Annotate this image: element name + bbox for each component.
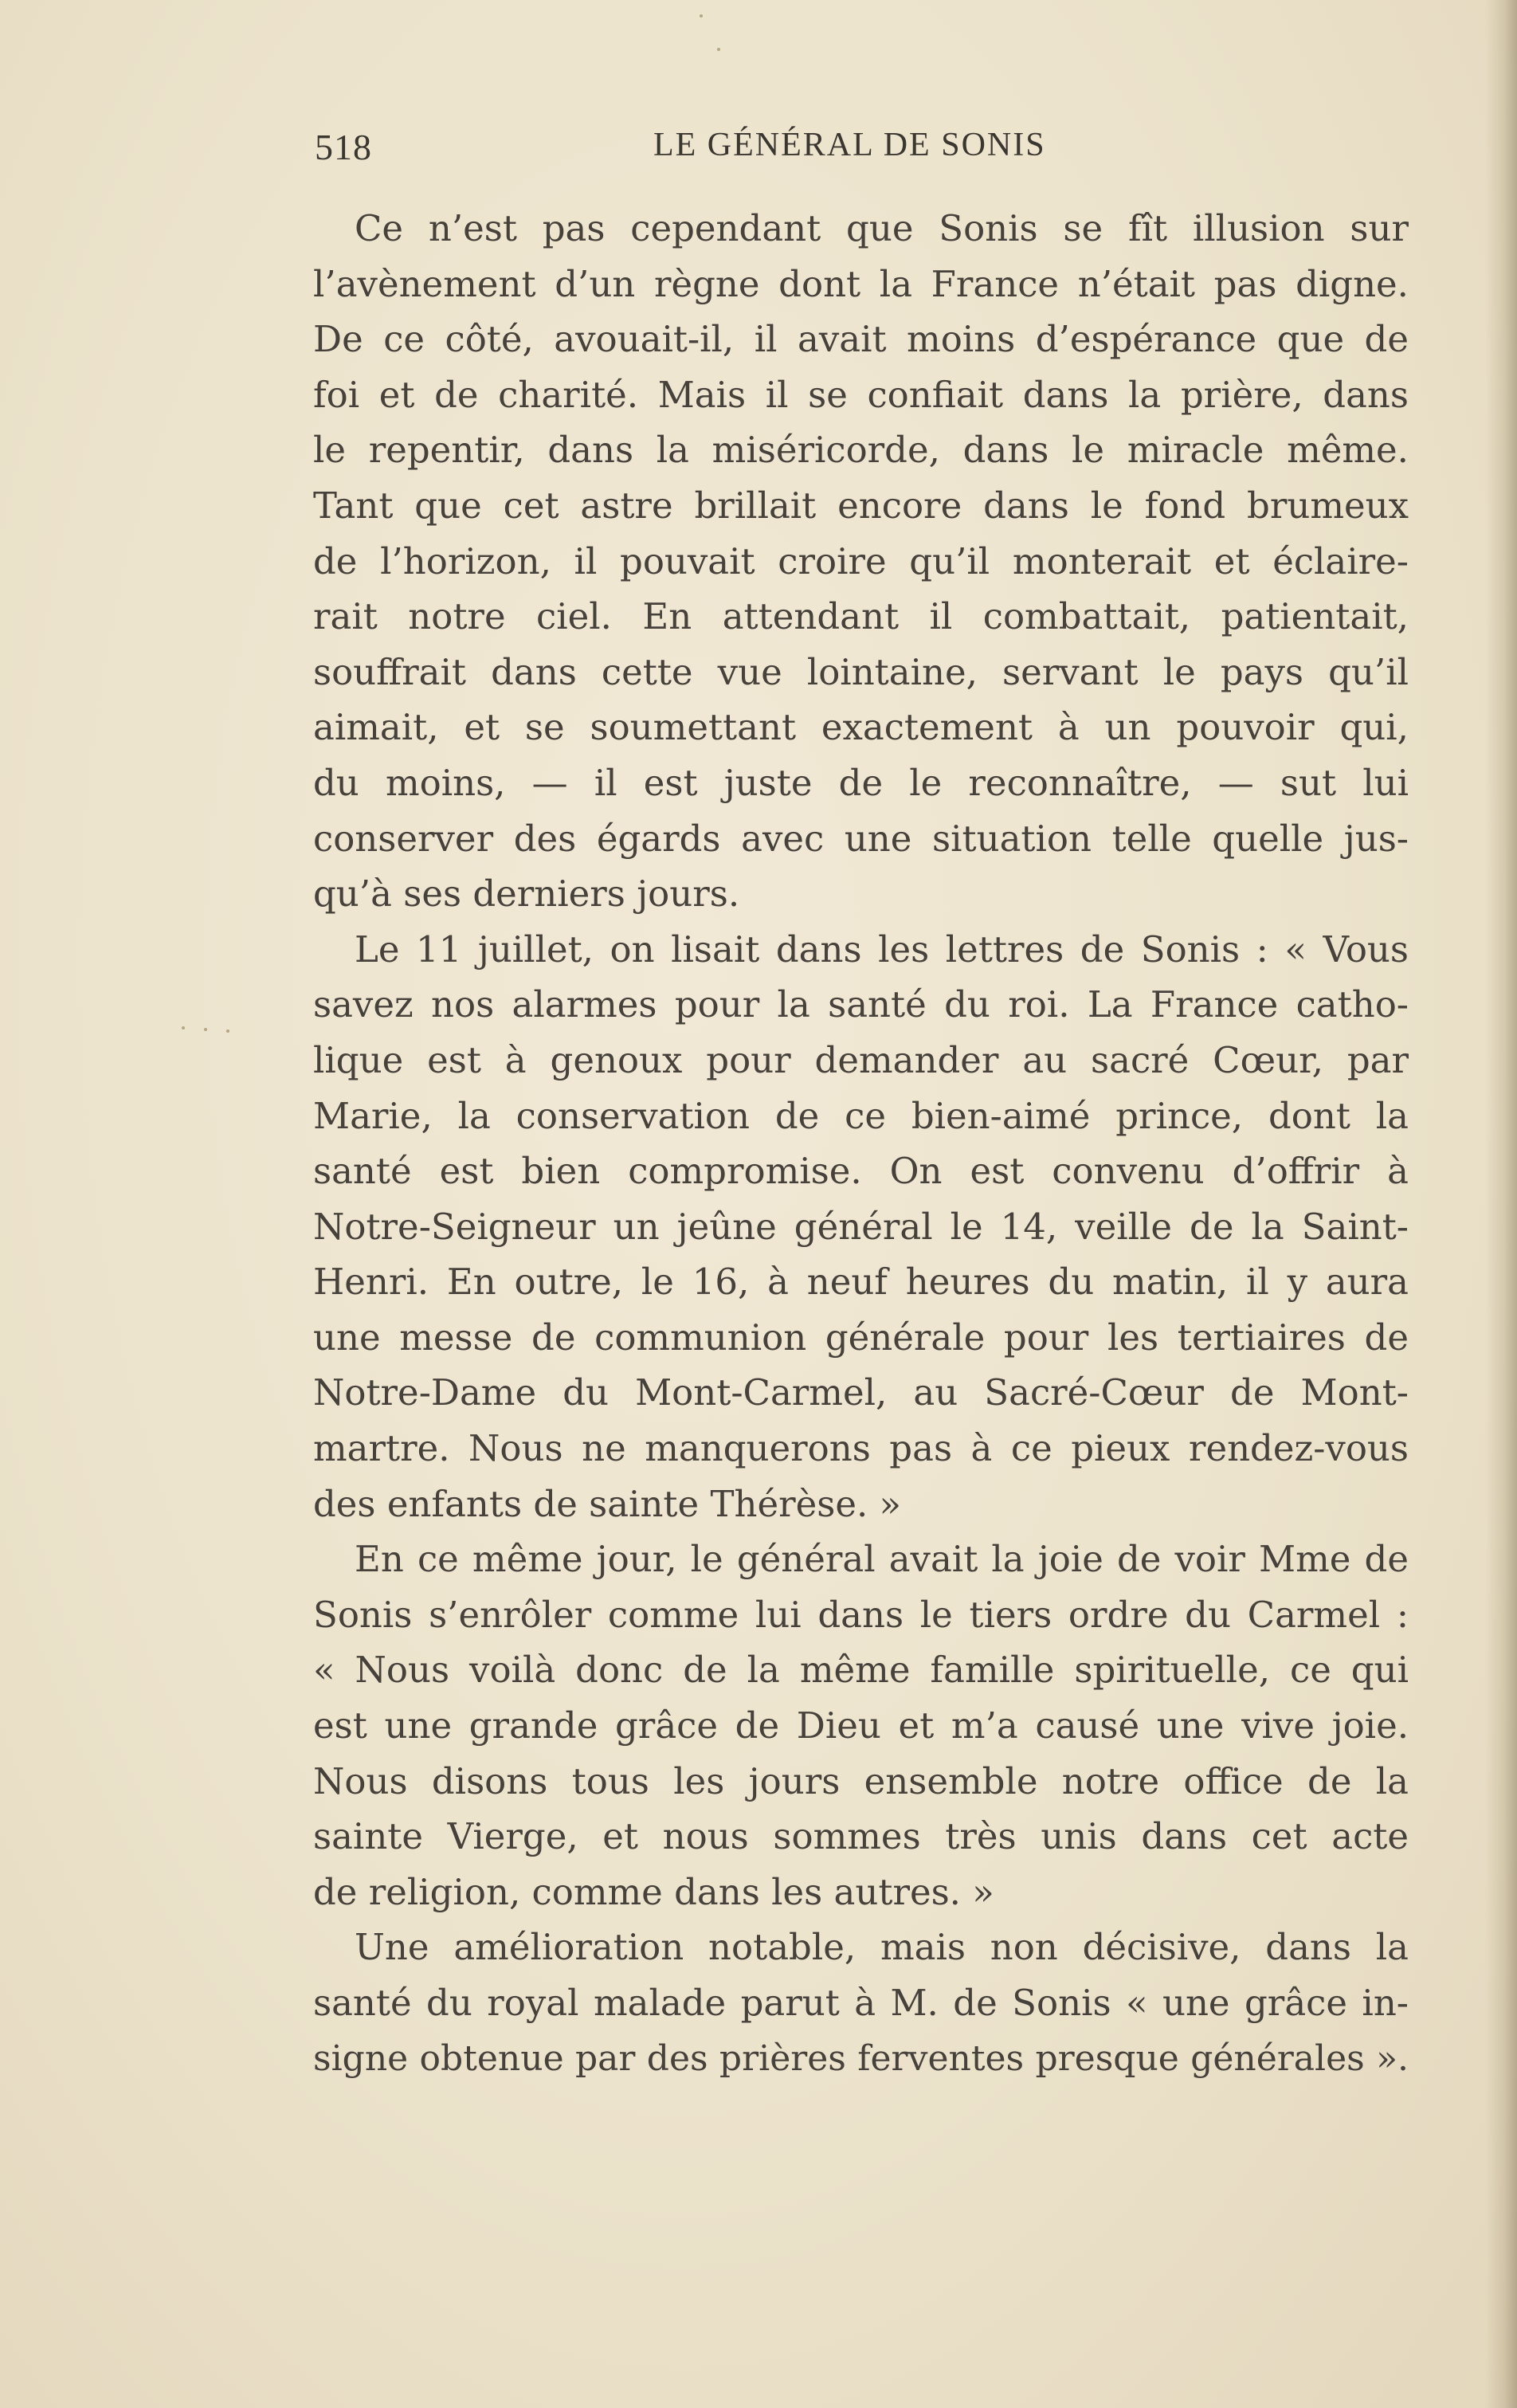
text-line: Henri. En outre, le 16, à neuf heures du matin, il y aura	[313, 1261, 1409, 1304]
running-head	[315, 126, 1510, 174]
running-title: LE GÉNÉRAL DE SONIS	[653, 127, 1046, 163]
text-line: le repentir, dans la miséricorde, dans le miracle même.	[313, 429, 1409, 472]
text-line: qu’à ses derniers jours.	[313, 873, 740, 916]
text-line: lique est à genoux pour demander au sacré Cœur, par	[313, 1038, 1409, 1081]
text-line: Sonis s’enrôler comme lui dans le tiers ordre du Carmel :	[313, 1593, 1409, 1636]
paper-speck	[182, 1026, 185, 1029]
text-line: rait notre ciel. En attendant il combattait, patientait,	[313, 595, 1409, 638]
text-line: des enfants de sainte Thérèse. »	[313, 1482, 902, 1525]
text-line: « Nous voilà donc de la même famille spirituelle, ce qui	[313, 1649, 1409, 1692]
text-line: foi et de charité. Mais il se confiait dans la prière, dans	[313, 373, 1409, 416]
page-number: 518	[315, 127, 372, 167]
text-line: savez nos alarmes pour la santé du roi. La France catho-	[313, 983, 1409, 1026]
text-line: souffrait dans cette vue lointaine, servant le pays qu’il	[313, 650, 1409, 693]
text-line: Marie, la conservation de ce bien-aimé prince, dont la	[313, 1094, 1409, 1137]
text-line: Notre-Dame du Mont-Carmel, au Sacré-Cœur de Mont-	[313, 1371, 1409, 1414]
text-line: martre. Nous ne manquerons pas à ce pieux rendez-vous	[313, 1427, 1409, 1470]
text-line: est une grande grâce de Dieu et m’a causé une vive joie.	[313, 1704, 1409, 1747]
text-line: santé est bien compromise. On est convenu d’offrir à	[313, 1150, 1409, 1193]
text-line: aimait, et se soumettant exactement à un pouvoir qui,	[313, 706, 1409, 749]
text-line: Ce n’est pas cependant que Sonis se fît illusion sur	[355, 207, 1409, 249]
paper-speck	[226, 1029, 229, 1033]
text-line: du moins, — il est juste de le reconnaître, — sut lui	[313, 761, 1409, 804]
text-line: sainte Vierge, et nous sommes très unis dans cet acte	[313, 1815, 1409, 1858]
text-line: conserver des égards avec une situation telle quelle jus-	[313, 817, 1409, 860]
text-line: signe obtenue par des prières ferventes presque générales ».	[313, 2037, 1409, 2079]
text-line: l’avènement d’un règne dont la France n’était pas digne.	[313, 262, 1409, 305]
text-line: Le 11 juillet, on lisait dans les lettres de Sonis : « Vous	[355, 928, 1409, 971]
paper-speck	[717, 48, 720, 51]
text-line: Nous disons tous les jours ensemble notre office de la	[313, 1759, 1409, 1802]
text-line: Une amélioration notable, mais non décisive, dans la	[355, 1926, 1409, 1969]
paper-speck	[700, 14, 703, 18]
page-edge-shadow	[1485, 0, 1517, 2408]
text-line: Tant que cet astre brillait encore dans le fond brumeux	[313, 484, 1409, 527]
text-line: une messe de communion générale pour les tertiaires de	[313, 1316, 1409, 1359]
body-text	[313, 201, 1409, 2086]
text-line: En ce même jour, le général avait la joie de voir Mme de	[355, 1538, 1409, 1581]
text-line: de l’horizon, il pouvait croire qu’il monterait et éclaire-	[313, 539, 1409, 582]
paper-speck	[204, 1028, 207, 1031]
text-line: de religion, comme dans les autres. »	[313, 1870, 994, 1913]
text-line: Notre-Seigneur un jeûne général le 14, veille de la Saint-	[313, 1205, 1409, 1248]
text-line: De ce côté, avouait-il, il avait moins d’espérance que de	[313, 318, 1409, 361]
text-line: santé du royal malade parut à M. de Sonis « une grâce in-	[313, 1982, 1409, 2024]
